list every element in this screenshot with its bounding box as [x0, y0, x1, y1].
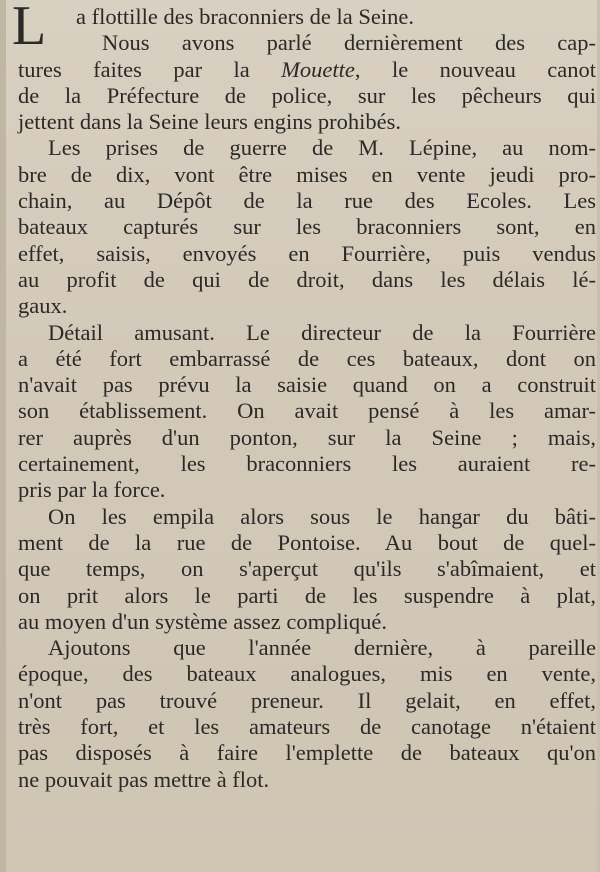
- article-line: très fort, et les amateurs de canotage n'étaient: [18, 714, 596, 740]
- article-line: bateaux capturés sur les braconniers sont, en: [18, 214, 596, 240]
- article-line: Détail amusant. Le directeur de la Fourrière: [48, 319, 596, 345]
- article-line: effet, saisis, envoyés en Fourrière, puis vendus: [18, 240, 596, 266]
- article-line: Nous avons parlé dernièrement des cap-: [102, 30, 596, 56]
- article-line: bre de dix, vont être mises en vente jeudi pro-: [18, 161, 596, 187]
- article-line: jettent dans la Seine leurs engins prohibés.: [18, 109, 402, 135]
- article-line: tures faites par la Mouette, le nouveau canot: [18, 56, 597, 82]
- article-line: chain, au Dépôt de la rue des Ecoles. Les: [18, 188, 596, 214]
- article-line: au moyen d'un système assez compliqué.: [18, 608, 387, 634]
- drop-cap: L: [12, 0, 47, 57]
- article-line: époque, des bateaux analogues, mis en vente,: [18, 661, 596, 687]
- article-line: ne pouvait pas mettre à flot.: [18, 766, 270, 792]
- article-line: gaux.: [18, 293, 68, 319]
- article-line: pris par la force.: [18, 477, 166, 503]
- article-line: n'avait pas prévu la saisie quand on a construit: [18, 372, 596, 398]
- article-line: on prit alors le parti de les suspendre à plat,: [18, 582, 596, 608]
- article-body: [18, 4, 596, 793]
- article-line: On les empila alors sous le hangar du bâti-: [48, 503, 596, 529]
- article-line: a flottille des braconniers de la Seine.: [76, 4, 415, 29]
- article-line: certainement, les braconniers les auraient re-: [18, 451, 596, 477]
- article-line: pas disposés à faire l'emplette de bateaux qu'on: [18, 740, 596, 766]
- article-line: rer auprès d'un ponton, sur la Seine ; mais,: [18, 424, 596, 450]
- article-line: n'ont pas trouvé preneur. Il gelait, en effet,: [18, 687, 596, 713]
- article-line: a été fort embarrassé de ces bateaux, dont on: [18, 345, 596, 371]
- article-line: au profit de qui de droit, dans les délais lé-: [18, 266, 596, 292]
- boat-name: Mouette: [281, 56, 355, 82]
- article-line: de la Préfecture de police, sur les pêcheurs qui: [18, 82, 596, 108]
- article-line: son établissement. On avait pensé à les amar-: [18, 398, 596, 424]
- article-line: Ajoutons que l'année dernière, à pareille: [48, 635, 596, 661]
- article-line: Les prises de guerre de M. Lépine, au nom-: [48, 135, 596, 161]
- article-line: ment de la rue de Pontoise. Au bout de quel-: [18, 529, 596, 555]
- article-line: que temps, on s'aperçut qu'ils s'abîmaient, et: [18, 556, 596, 582]
